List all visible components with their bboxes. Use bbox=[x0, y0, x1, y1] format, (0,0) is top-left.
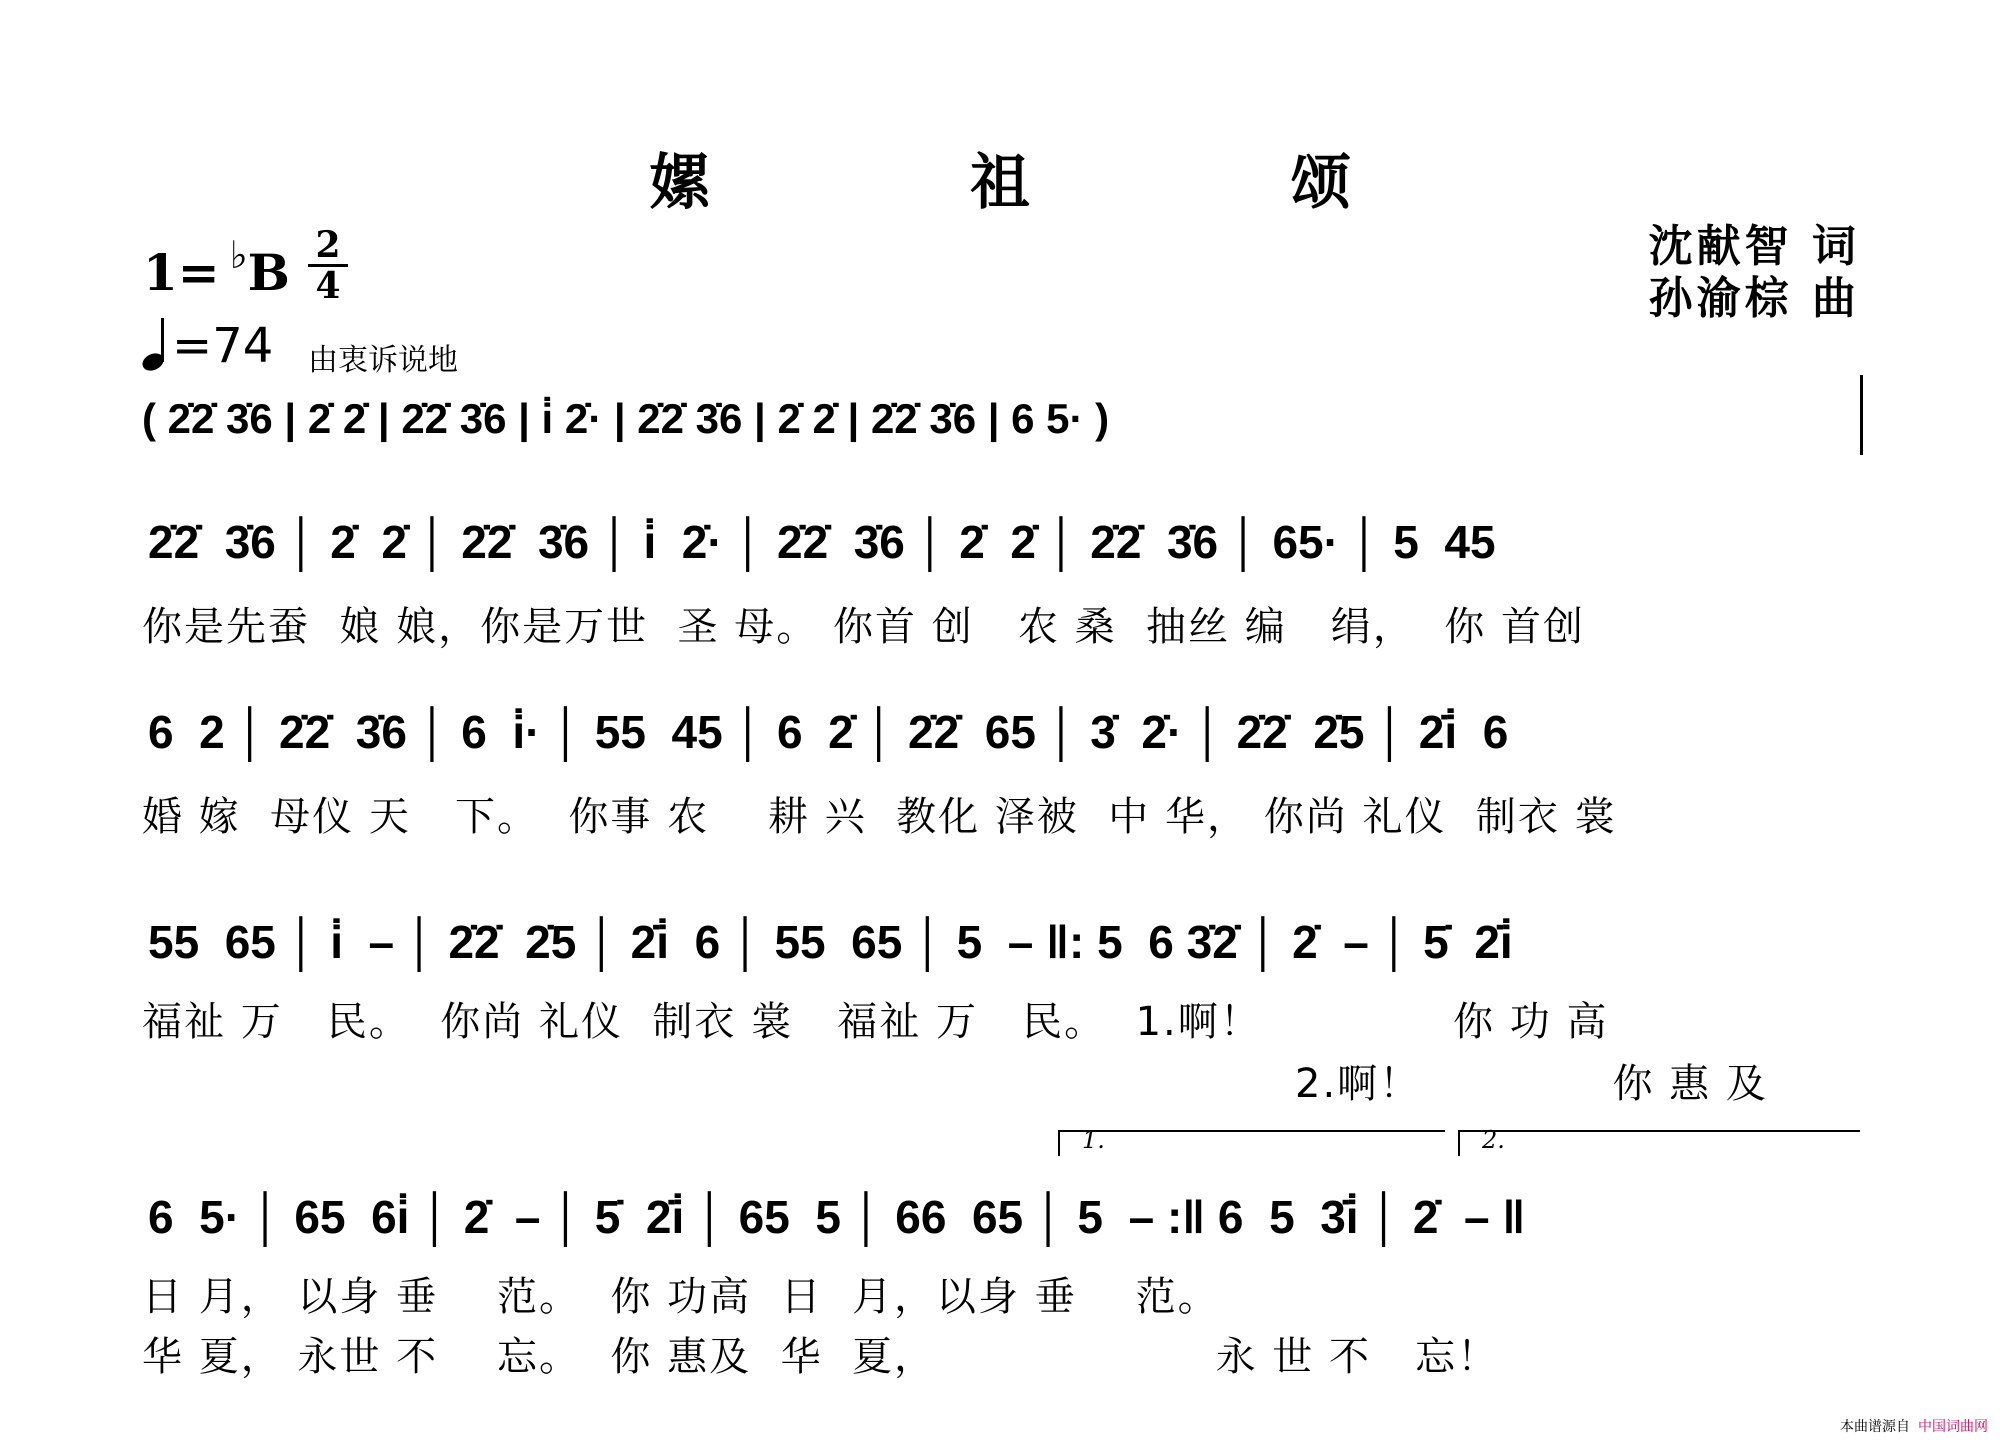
system-4-lyrics-2: 华 夏， 永世 不 忘。 你 惠及 华 夏， 永 世 不 忘！ bbox=[142, 1334, 1500, 1380]
key-prefix: 1= bbox=[143, 243, 220, 302]
song-title: 嫘 祖 颂 bbox=[649, 148, 1471, 218]
time-sig-top: 2 bbox=[315, 224, 341, 266]
watermark-source: 本曲谱源自 bbox=[1840, 1419, 1910, 1435]
watermark-brand: 中国词曲网 bbox=[1918, 1419, 1988, 1435]
flat-symbol: ♭ bbox=[229, 232, 248, 277]
system-3-lyrics-2: 2.啊！ 你 惠 及 bbox=[1295, 1061, 1768, 1107]
lyricist-credit: 沈献智 词 bbox=[1648, 221, 1860, 272]
second-ending-bracket bbox=[1458, 1126, 1860, 1156]
time-signature bbox=[308, 224, 348, 307]
key-note: B bbox=[247, 243, 290, 302]
system-3-lyrics-1: 福祉 万 民。 你尚 礼仪 制衣 裳 福祉 万 民。 1.啊！ 你 功 高 bbox=[142, 999, 1609, 1045]
intro-line: ( 2̇2̇ 3̇6 | 2̇ 2̇ | 2̇2̇ 3̇6 | i̇ 2̇· | 2̇2̇ 3̇6 | 2̇ 2̇ | 2̇2̇ 3̇6 | 6 5· ) bbox=[142, 395, 1110, 442]
system-3-notes: 55 65 │ i̇ – │ 2̇2̇ 2̇5 │ 2̇i̇ 6 │ 55 65 │ 5 – ‖: 5 6 3̇2̇ │ 2̇ – │ 5̇ 2̇i̇ bbox=[148, 916, 1513, 968]
system-2-notes: 6 2 │ 2̇2̇ 3̇6 │ 6 i̇· │ 55 45 │ 6 2̇ │ 2̇2̇ 65 │ 3̇ 2̇· │ 2̇2̇ 2̇5 │ 2̇i̇ 6 bbox=[148, 706, 1509, 758]
system-1-notes: 2̇2̇ 3̇6 │ 2̇ 2̇ │ 2̇2̇ 3̇6 │ i̇ 2̇· │ 2̇2̇ 3̇6 │ 2̇ 2̇ │ 2̇2̇ 3̇6 │ 65· │ 5 45 bbox=[148, 516, 1496, 568]
key-signature bbox=[143, 232, 290, 302]
first-ending-bracket bbox=[1058, 1126, 1445, 1156]
system-4-lyrics-1: 日 月， 以身 垂 范。 你 功高 日 月，以身 垂 范。 bbox=[142, 1274, 1220, 1320]
system-4-notes: 6 5· │ 65 6i̇ │ 2̇ – │ 5̇ 2̇i̇ │ 65 5 │ 66 65 │ 5 – :‖ 6 5 3̇i̇ │ 2̇ – ‖ bbox=[148, 1191, 1526, 1243]
intro-end-barline bbox=[1860, 375, 1863, 455]
quarter-note-icon bbox=[142, 320, 172, 370]
time-sig-bottom: 4 bbox=[315, 265, 341, 307]
system-1-lyrics: 你是先蚕 娘 娘，你是万世 圣 母。 你首 创 农 桑 抽丝 编 绢， 你 首创 bbox=[142, 604, 1586, 650]
tempo-value: 74 bbox=[212, 318, 274, 374]
tempo-marking bbox=[142, 318, 273, 374]
tempo-prefix: = bbox=[172, 318, 213, 374]
system-2-lyrics: 婚 嫁 母仪 天 下。 你事 农 耕 兴 教化 泽被 中 华， 你尚 礼仪 制衣 裳 bbox=[142, 794, 1617, 840]
second-ending-number: 2. bbox=[1482, 1126, 1505, 1154]
source-watermark bbox=[1840, 1416, 1988, 1436]
expression-marking: 由衷诉说地 bbox=[308, 343, 458, 378]
first-ending-number: 1. bbox=[1082, 1126, 1105, 1154]
composer-credit: 孙渝棕 曲 bbox=[1648, 273, 1860, 324]
